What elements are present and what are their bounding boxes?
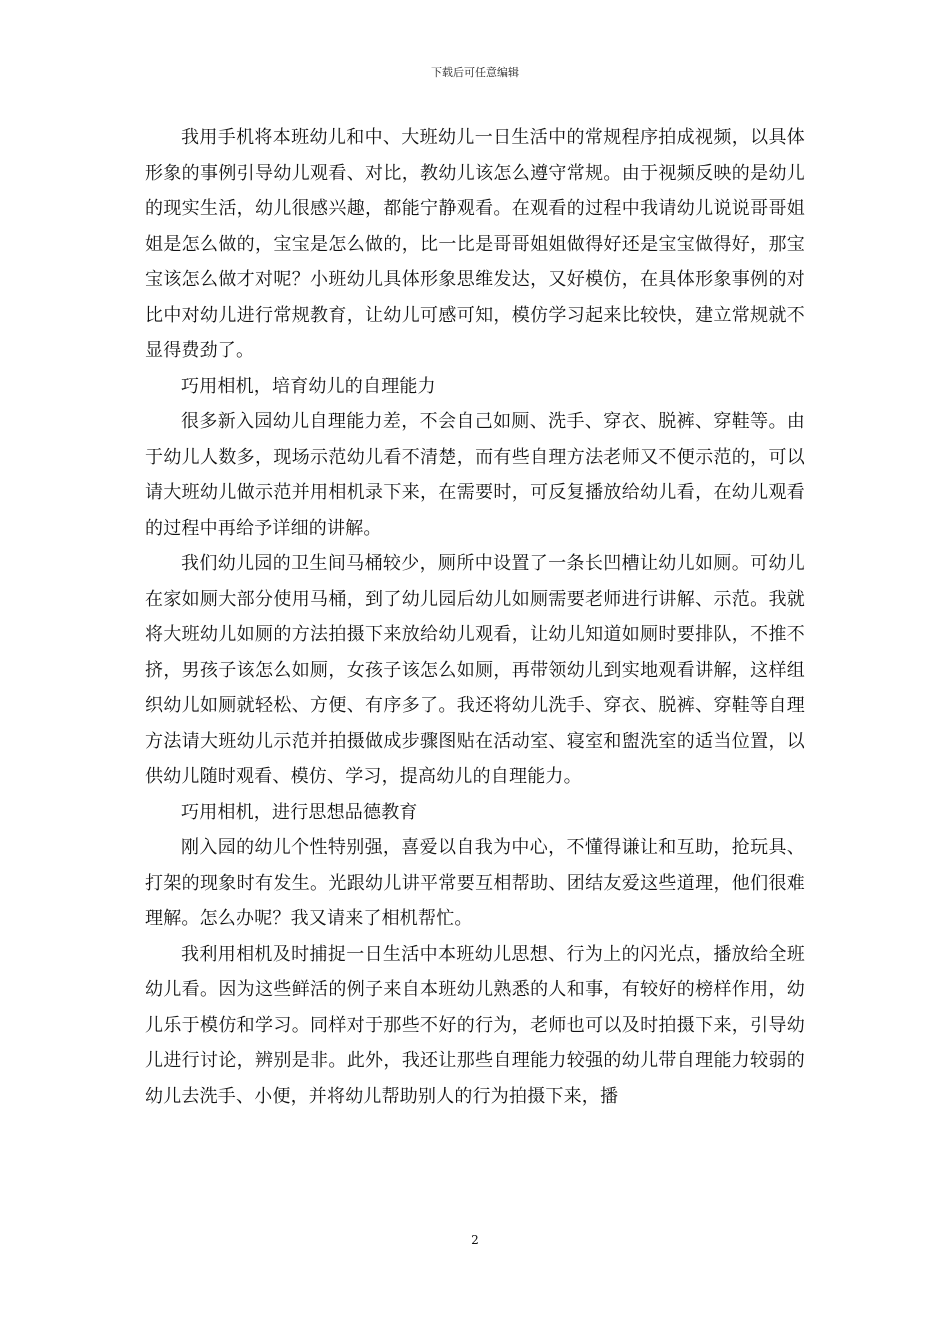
document-body (145, 120, 805, 1114)
paragraph-moral-intro: 刚入园的幼儿个性特别强，喜爱以自我为中心，不懂得谦让和互助，抢玩具、打架的现象时有发生。光跟幼儿讲平常要互相帮助、团结友爱这些道理，他们很难理解。怎么办呢？我又请来了相机帮忙。 (145, 837, 805, 929)
paragraph-self-care-intro: 很多新入园幼儿自理能力差，不会自己如厕、洗手、穿衣、脱裤、穿鞋等。由于幼儿人数多，现场示范幼儿看不清楚，而有些自理方法老师又不便示范的，可以请大班幼儿做示范并用相机录下来，在需要时，可反复播放给幼儿看，在幼儿观看的过程中再给予详细的讲解。 (145, 411, 805, 539)
page-header: 下载后可任意编辑 (431, 66, 519, 79)
page-number: 2 (471, 1233, 479, 1247)
paragraph-toilet-demo: 我们幼儿园的卫生间马桶较少，厕所中设置了一条长凹槽让幼儿如厕。可幼儿在家如厕大部分使用马桶，到了幼儿园后幼儿如厕需要老师进行讲解、示范。我就将大班幼儿如厕的方法拍摄下来放给幼儿观看，让幼儿知道如厕时要排队，不推不挤，男孩子该怎么如厕，女孩子该怎么如厕，再带领幼儿到实地观看讲解，这样组织幼儿如厕就轻松、方便、有序多了。我还将幼儿洗手、穿衣、脱裤、穿鞋等自理方法请大班幼儿示范并拍摄做成步骤图贴在活动室、寝室和盥洗室的适当位置，以供幼儿随时观看、模仿、学习，提高幼儿的自理能力。 (145, 553, 805, 787)
section-heading-self-care: 巧用相机，培育幼儿的自理能力 (181, 375, 436, 397)
paragraph-video-routine: 我用手机将本班幼儿和中、大班幼儿一日生活中的常规程序拍成视频，以具体形象的事例引导幼儿观看、对比，教幼儿该怎么遵守常规。由于视频反映的是幼儿的现实生活，幼儿很感兴趣，都能宁静观看。在观看的过程中我请幼儿说说哥哥姐姐是怎么做的，宝宝是怎么做的，比一比是哥哥姐姐做得好还是宝宝做得好，那宝宝该怎么做才对呢？小班幼儿具体形象思维发达，又好模仿，在具体形象事例的对比中对幼儿进行常规教育，让幼儿可感可知，模仿学习起来比较快，建立常规就不显得费劲了。 (145, 127, 805, 361)
paragraph-capture-highlights: 我利用相机及时捕捉一日生活中本班幼儿思想、行为上的闪光点，播放给全班幼儿看。因为这些鲜活的例子来自本班幼儿熟悉的人和事，有较好的榜样作用，幼儿乐于模仿和学习。同样对于那些不好的行为，老师也可以及时拍摄下来，引导幼儿进行讨论，辨别是非。此外，我还让那些自理能力较强的幼儿带自理能力较弱的幼儿去洗手、小便，并将幼儿帮助别人的行为拍摄下来，播 (145, 943, 805, 1107)
section-heading-moral-education: 巧用相机，进行思想品德教育 (181, 801, 418, 823)
